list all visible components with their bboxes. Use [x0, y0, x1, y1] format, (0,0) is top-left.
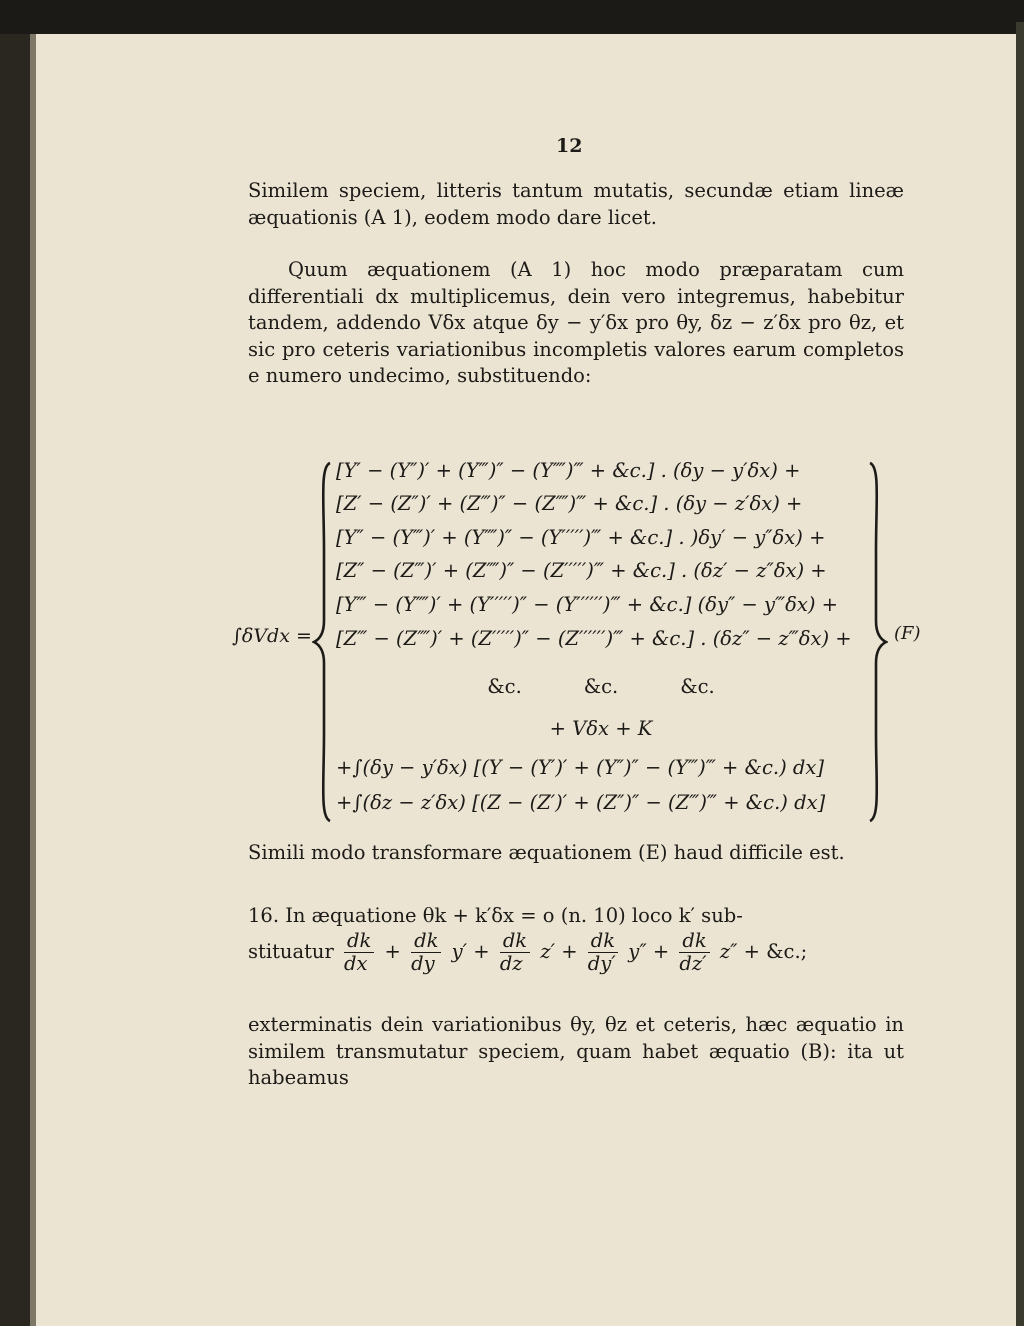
equation-F: [226, 455, 936, 825]
equation-row-6: [Z‴ − (Z⁗)′ + (Z′′′′′)″ − (Z′′′′′′)‴ + &c.] . (δz″ − z‴δx) +: [336, 627, 852, 650]
term-suffix: y′: [451, 939, 468, 963]
scan-right-edge: [1016, 22, 1024, 1326]
left-brace: [312, 461, 334, 823]
equation-row-5: [Y‴ − (Y⁗)′ + (Y′′′′′)″ − (Y′′′′′′)‴ + &c.] (δy″ − y‴δx) +: [336, 593, 839, 616]
fraction-denominator: dx: [344, 951, 368, 975]
term-suffix: z′: [540, 939, 556, 963]
substitution-line: stituatur $\frac{dk}{dx}$ + $\frac{dk}{dy}$ y′ + $\frac{dk}{dz}$ z′ + $\frac{dk}{dy'}$ y″ + $\frac{dk}{dz'}$ z″ + &c.;: [248, 928, 808, 975]
fraction-dk-dy: [411, 930, 441, 975]
paragraph-1: Similem speciem, litteris tantum mutatis, secundæ etiam lineæ æquationis (A 1), eodem modo dare licet.: [248, 179, 904, 229]
fraction-denominator: dy′: [587, 951, 616, 975]
fraction-numerator: dk: [500, 930, 530, 953]
fraction-numerator: dk: [588, 930, 618, 953]
equation-row-etc: &c. &c. &c.: [487, 675, 715, 698]
equation-row-4: [Z″ − (Z‴)′ + (Z⁗)″ − (Z′′′′′)‴ + &c.] . (δz′ − z″δx) +: [336, 559, 827, 582]
fraction-denominator: dy: [411, 951, 435, 975]
term-suffix: z″: [719, 939, 738, 963]
paragraph-2: Quum æquationem (A 1) hoc modo præparatam cum differentiali dx multiplicemus, dein vero integremus, habebitur tandem, addendo Vδx atque δy − y′δx pro θy, δz − z′δx pro θz, et sic pro ceteris variationibus incompletis valores earum completos e numero undecimo, substituendo:: [248, 258, 904, 388]
paragraph-5: exterminatis dein variationibus θy, θz et ceteris, hæc æquatio in similem transmutatur speciem, quam habet æquatio (B): ita ut habeamus: [248, 1013, 904, 1090]
paragraph-3-text: Simili modo transformare æquationem (E) haud difficile est.: [248, 841, 845, 864]
paragraph-3: [248, 840, 904, 867]
fraction-dk-dy-prime: [588, 930, 618, 975]
substitution-prefix: stituatur: [248, 939, 334, 963]
paragraph-4-first-line: 16. In æquatione θk + k′δx = o (n. 10) loco k′ sub-: [248, 904, 743, 927]
equation-lhs: ∫δVdx =: [232, 625, 312, 647]
fraction-numerator: dk: [679, 930, 709, 953]
equation-row-2: [Z′ − (Z″)′ + (Z‴)″ − (Z⁗)‴ + &c.] . (δy − z′δx) +: [336, 492, 803, 515]
fraction-numerator: dk: [411, 930, 441, 953]
substitution-end: + &c.;: [743, 939, 808, 963]
equation-row-integral-z: +∫(δz − z′δx) [(Z − (Z′)′ + (Z″)″ − (Z‴)‴ + &c.) dx]: [336, 791, 826, 814]
right-brace: [866, 461, 888, 823]
equation-row-vdx: + Vδx + K: [549, 717, 653, 740]
equation-row-integral-y: +∫(δy − y′δx) [(Y − (Y′)′ + (Y″)″ − (Y‴)‴ + &c.) dx]: [336, 756, 824, 779]
fraction-denominator: dz: [499, 951, 523, 975]
equation-row-1: [Y′ − (Y″)′ + (Y‴)″ − (Y⁗)‴ + &c.] . (δy − y′δx) +: [336, 459, 801, 482]
term-suffix: y″: [628, 939, 647, 963]
fraction-dk-dx: [344, 930, 374, 975]
paragraph-4: [248, 903, 904, 988]
equation-row-3: [Y″ − (Y‴)′ + (Y⁗)″ − (Y′′′′′)‴ + &c.] . )δy′ − y″δx) +: [336, 526, 826, 549]
scan-top-edge: [0, 0, 1024, 34]
page-number: 12: [556, 135, 583, 157]
fraction-denominator: dz′: [679, 951, 707, 975]
fraction-numerator: dk: [344, 930, 374, 953]
equation-tag: (F): [894, 623, 921, 644]
fraction-dk-dz: [500, 930, 530, 975]
fraction-dk-dz-prime: [679, 930, 709, 975]
